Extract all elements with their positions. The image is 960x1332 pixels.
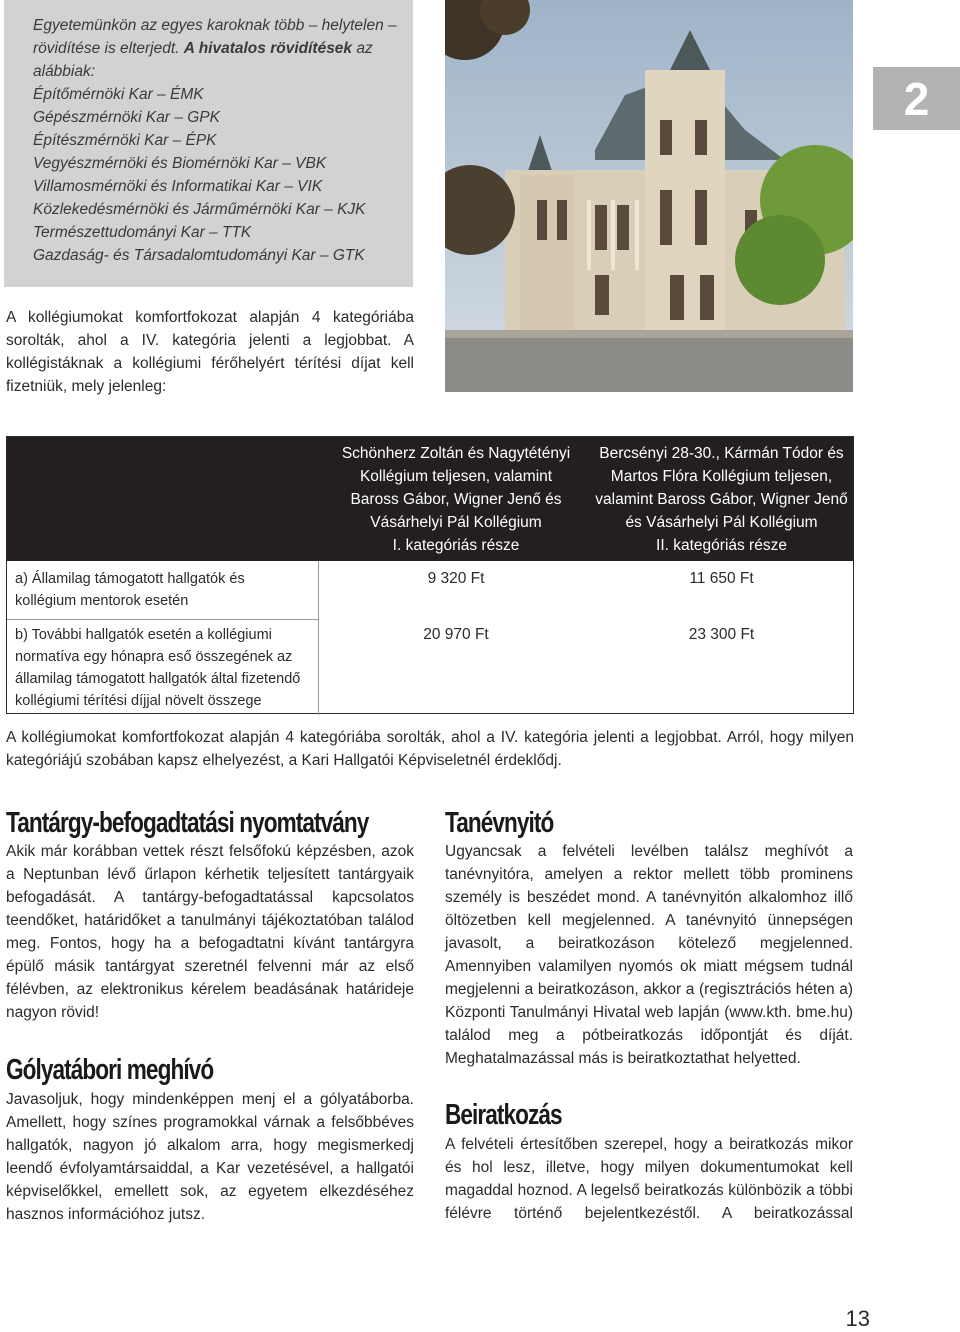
header-line: Kollégium teljesen, valamint (359, 468, 553, 485)
category-note-paragraph: A kollégiumokat komfortfokozat alapján 4 kategóriába sorolták, ahol a IV. kategória jelenti a legjobbat. Arról, hogy milyen kategóriájú szobában kapsz elhelyezést, a Kari Hallgatói Képviseletnél érdeklődj. (6, 729, 854, 769)
header-cell-category-2 (590, 442, 853, 557)
faculty-item: Villamosmérnöki és Informatikai Kar – VIK (33, 178, 323, 195)
abbreviation-box (4, 0, 413, 287)
abbreviation-intro-bold: A hivatalos rövidítések (183, 40, 353, 57)
header-line: Martos Flóra Kollégium teljesen, (610, 468, 833, 485)
section-title-enrollment: Beiratkozás (445, 1099, 562, 1131)
header-line: Baross Gábor, Wigner Jenő és (350, 491, 562, 508)
abbreviation-intro-end: az alábbiak: (33, 40, 373, 80)
row-label-line: kollégiumi térítési díjjal növelt összege (15, 693, 262, 709)
section-body-opening-ceremony: Ugyancsak a felvételi levélben találsz meghívót a tanévnyitóra, amelyen a rektor mellett több prominens személy is beszédet mond. A tanévnyitón alkalomhoz illő öltözetben kell megjelenned. A tanévnyitó ünnepségen javasolt, a beiratkozáson kötelező megjelenned. Amennyiben valamilyen nyomós ok miatt mégsem tudnál megjelenni a beiratkozáson, akkor a (regisztrációs héten a) Központi Tanulmányi Hivatal web lapján (www.kth. bme.hu) találod meg a pótbeiratkozás időpontját és díját. Meghatalmazással más is beiratkoztathat helyetted. (445, 843, 853, 1067)
header-line: Schönherz Zoltán és Nagytétényi (341, 445, 571, 462)
section-body-freshman-camp: Javasoljuk, hogy mindenképpen menj el a gólyatáborba. Amellett, hogy színes programokkal várnak a felsőbbéves hallgatók, nagyon jó alkalom arra, hogy megismerkedj leendő évfolyamtársaiddal, a Kar vezetésével, a hallgatói képviselőkkel, emellett sok, az egyetem elkezdéséhez hasznos információhoz jutsz. (6, 1091, 414, 1223)
row-label-line: a) Államilag támogatott hallgatók és (15, 571, 245, 587)
header-line: II. kategóriás része (656, 537, 787, 554)
chapter-tab: 2 (873, 67, 960, 130)
row-divider (7, 619, 318, 620)
header-cell-category-1 (322, 442, 590, 557)
section-body-enrollment: A felvételi értesítőben szerepel, hogy a beiratkozás mikor és hol lesz, illetve, hogy milyen dokumentumokat kell magaddal hoznod. A legelső beiratkozás különbözik a többi félévre történő bejelentkezéstől. A beiratkozással (445, 1136, 853, 1222)
building-illustration (445, 0, 853, 392)
fee-table-header (7, 437, 853, 561)
table-row-label (15, 568, 315, 612)
faculty-item: Közlekedésmérnöki és Járműmérnöki Kar – KJK (33, 201, 366, 218)
section-title-course-acceptance: Tantárgy-befogadtatási nyomtatvány (6, 807, 369, 839)
header-line: I. kategóriás része (392, 537, 520, 554)
faculty-item: Gazdaság- és Társadalomtudományi Kar – GTK (33, 247, 365, 264)
row-label-line: kollégium mentorok esetén (15, 593, 189, 609)
abbreviation-intro-text: Egyetemünkön az egyes karoknak több – helytelen – rövidítése is elterjedt. (33, 17, 397, 57)
row-label-line: b) További hallgatók esetén a kollégiumi (15, 627, 272, 643)
section-body-course-acceptance: Akik már korábban vettek részt felsőfokú képzésben, azok a Neptunban lévő űrlapon kérhetik teljesített tantárgyaik befogadását. A tantárgy-befogadtatással kapcsolatos teendőket, határidőket a tanulmányi tájékoztatóban találod meg. Fontos, hogy ha a befogadtatni kívánt tantárgyra épülő másik tantárgyat szeretnél felvenni már az első félévben, az elektronikus kérelem beadásának határideje nagyon rövid! (6, 843, 414, 1021)
faculty-item: Építészmérnöki Kar – ÉPK (33, 132, 217, 149)
university-building-photo (445, 0, 853, 392)
header-line: Bercsényi 28-30., Kármán Tódor és (599, 445, 844, 462)
faculty-list (33, 83, 399, 267)
header-line: és Vásárhelyi Pál Kollégium (625, 514, 818, 531)
intro-paragraph: A kollégiumokat komfortfokozat alapján 4 kategóriába sorolták, ahol a IV. kategória jelenti a legjobbat. A kollégistáknak a kollégiumi férőhelyért térítési díjat kell fizetniük, mely jelenleg: (6, 309, 414, 395)
column-divider (318, 561, 319, 715)
table-cell-fee: 11 650 Ft (689, 570, 754, 587)
abbreviation-intro (33, 14, 399, 83)
header-line: Vásárhelyi Pál Kollégium (370, 514, 542, 531)
faculty-item: Természettudományi Kar – TTK (33, 224, 252, 241)
table-cell-fee: 9 320 Ft (427, 570, 485, 587)
table-cell-fee: 23 300 Ft (688, 626, 755, 643)
faculty-item: Építőmérnöki Kar – ÉMK (33, 86, 204, 103)
section-title-opening-ceremony: Tanévnyitó (445, 807, 554, 839)
row-label-line: államilag támogatott hallgatók által fizetendő (15, 671, 301, 687)
row-label-line: normatíva egy hónapra eső összegének az (15, 649, 293, 665)
fee-table (6, 436, 854, 714)
faculty-item: Vegyészmérnöki és Biomérnöki Kar – VBK (33, 155, 327, 172)
page-number: 13 (845, 1306, 870, 1331)
section-title-freshman-camp: Gólyatábori meghívó (6, 1054, 214, 1086)
header-line: valamint Baross Gábor, Wigner Jenő (595, 491, 848, 508)
table-row-label (15, 624, 315, 712)
table-cell-fee: 20 970 Ft (423, 626, 489, 643)
faculty-item: Gépészmérnöki Kar – GPK (33, 109, 220, 126)
